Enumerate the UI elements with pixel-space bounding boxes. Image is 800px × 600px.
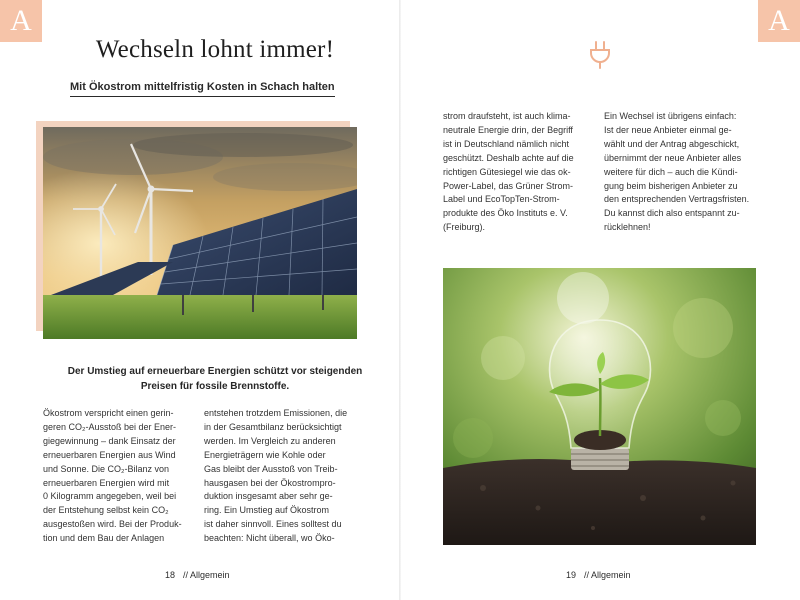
section-label: // Allgemein bbox=[584, 570, 631, 580]
image-caption: Der Umstieg auf erneuerbare Energien schützt vor steigenden Preisen für fossile Brennstoffe. bbox=[67, 366, 363, 392]
text-line: rücklehnen! bbox=[604, 222, 651, 233]
text-line: entstehen trotzdem Emissionen, die bbox=[204, 408, 348, 418]
text-line: ring. Ein Umstieg auf Ökostrom bbox=[204, 505, 330, 516]
text-line: Label und EcoTopTen-Strom- bbox=[443, 194, 560, 205]
section-label: // Allgemein bbox=[183, 570, 230, 580]
right-text-column-1 bbox=[443, 110, 588, 235]
light-bulb-with-sprout-photo bbox=[443, 268, 756, 545]
text-line: Ökostrom verspricht einen gerin- bbox=[43, 408, 174, 418]
text-line: und Sonne. Die CO₂-Bilanz von bbox=[43, 463, 170, 474]
text-line: ist in Deutschland nämlich nicht bbox=[443, 138, 570, 149]
text-line: 0 Kilogramm angegeben, weil bei bbox=[43, 491, 177, 502]
footer-left bbox=[165, 570, 230, 580]
text-line: den entsprechenden Vertragsfristen. bbox=[604, 194, 750, 205]
text-line: geren CO₂-Ausstoß bei der Ener- bbox=[43, 421, 177, 432]
text-line: beachten: Nicht überall, wo Öko- bbox=[204, 533, 335, 544]
text-line: erneuerbaren Energien wird mit bbox=[43, 477, 170, 488]
wind-turbines-and-solar-panels-photo bbox=[43, 127, 357, 339]
text-line: Du kannst dich also entspannt zu- bbox=[604, 208, 740, 219]
page-subtitle: Mit Ökostrom mittelfristig Kosten in Schach halten bbox=[70, 81, 335, 97]
text-line: Energieträgern wie Kohle oder bbox=[204, 449, 326, 460]
text-line: strom draufsteht, ist auch klima- bbox=[443, 111, 571, 121]
text-line: giegewinnung – dank Einsatz der bbox=[43, 435, 176, 446]
text-line: produkte des Öko Instituts e. V. bbox=[443, 208, 568, 219]
text-line: hausgasen bei der Ökostrompro- bbox=[204, 477, 336, 488]
right-text-column-2 bbox=[604, 110, 754, 235]
text-line: weitere für dich – auch die Kündi- bbox=[604, 166, 738, 177]
text-line: Ein Wechsel ist übrigens einfach: bbox=[604, 111, 737, 121]
left-text-column-1 bbox=[43, 407, 193, 546]
text-line: gung beim bisherigen Anbieter zu bbox=[604, 180, 738, 191]
corner-letter-badge-left: A bbox=[0, 0, 42, 42]
text-line: richtigen Gütesiegel wie das ok- bbox=[443, 166, 571, 177]
text-line: der Entstehung selbst kein CO₂ bbox=[43, 505, 169, 516]
power-plug-icon bbox=[588, 40, 612, 70]
corner-letter-badge-right: A bbox=[758, 0, 800, 42]
spread-divider bbox=[399, 0, 401, 600]
text-line: wählt und der Antrag abgeschickt, bbox=[604, 138, 740, 149]
text-line: ausgestoßen wird. Bei der Produk- bbox=[43, 519, 182, 530]
text-line: in der Gesamtbilanz berücksichtigt bbox=[204, 421, 342, 432]
text-line: werden. Im Vergleich zu anderen bbox=[204, 435, 336, 446]
text-line: neutrale Energie drin, der Begriff bbox=[443, 124, 573, 135]
text-line: tion und dem Bau der Anlagen bbox=[43, 533, 165, 544]
page-title: Wechseln lohnt immer! bbox=[95, 36, 335, 63]
text-line: Gas bleibt der Ausstoß von Treib- bbox=[204, 463, 338, 474]
left-text-column-2 bbox=[204, 407, 356, 546]
text-line: (Freiburg). bbox=[443, 222, 486, 233]
text-line: erneuerbaren Energien aus Wind bbox=[43, 449, 176, 460]
page-number: 18 bbox=[165, 570, 176, 580]
text-line: ist daher sinnvoll. Eines solltest du bbox=[204, 519, 342, 530]
text-line: duktion insgesamt aber sehr ge- bbox=[204, 491, 333, 502]
text-line: Power-Label, das Grüner Strom- bbox=[443, 180, 574, 191]
text-line: Ist der neue Anbieter einmal ge- bbox=[604, 124, 732, 135]
footer-right bbox=[566, 570, 631, 580]
text-line: geschützt. Deshalb achte auf die bbox=[443, 152, 574, 163]
page-number: 19 bbox=[566, 570, 577, 580]
text-line: übernimmt der neue Anbieter alles bbox=[604, 152, 742, 163]
